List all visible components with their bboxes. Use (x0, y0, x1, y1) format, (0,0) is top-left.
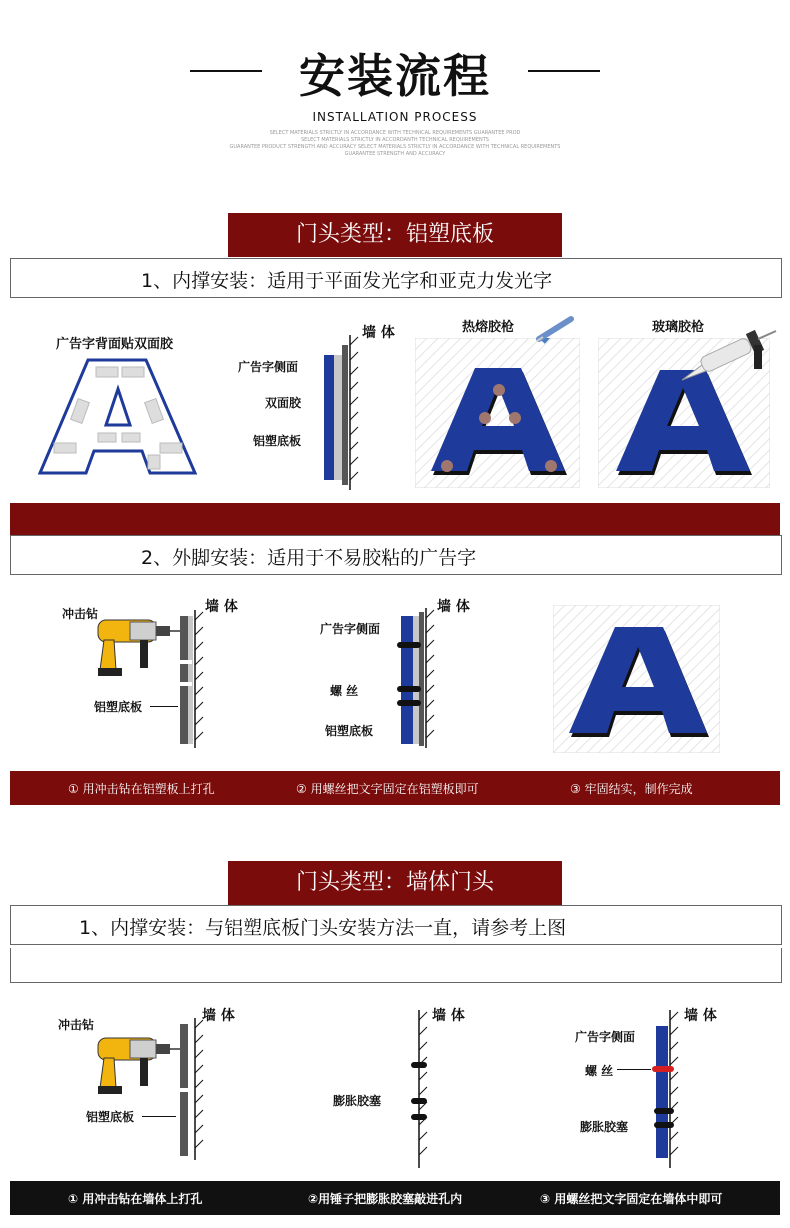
step-2-2: ②用锤子把膨胀胶塞敲进孔内 (308, 1192, 463, 1206)
step-1-2: ② 用螺丝把文字固定在铝塑板即可 (296, 782, 479, 796)
fine-print-2: SELECT MATERIALS STRICTLY IN ACCORDANTH TECHNICAL REQUIREMENTS (301, 137, 489, 143)
hot-glue-label: 热熔胶枪 (462, 320, 515, 335)
cross-section-3 (395, 608, 445, 753)
section2-sub1-box (10, 905, 782, 945)
drill-label-2: 冲击钻 (58, 1018, 95, 1032)
cross-section-6 (650, 1010, 690, 1170)
glass-glue-label: 玻璃胶枪 (652, 320, 705, 335)
letter-outline-figure (30, 355, 205, 480)
page-subtitle: INSTALLATION PROCESS (312, 110, 478, 124)
cross-section-4 (176, 1018, 216, 1163)
screw-label-2: 螺 丝 (585, 1064, 614, 1078)
cross-section-5 (405, 1010, 445, 1170)
step-1-1: ① 用冲击钻在铝塑板上打孔 (68, 782, 215, 796)
section1-tag: 门头类型：铝塑底板 (228, 213, 562, 257)
panel-leader-2 (150, 706, 178, 707)
panel-label-4: 铝塑底板 (86, 1110, 135, 1124)
wall-label-4: 墙 体 (202, 1008, 235, 1024)
section1-sub2-box (10, 535, 782, 575)
section1-sub1-title: 1、内撑安装：适用于平面发光字和亚克力发光字 (141, 270, 553, 292)
section1-sub1-box (10, 258, 782, 298)
panel-label-3: 铝塑底板 (325, 724, 374, 738)
cross-section-1 (310, 335, 370, 495)
step-2-3: ③ 用螺丝把文字固定在墙体中即可 (540, 1192, 723, 1206)
screw-leader-2 (617, 1069, 651, 1070)
wall-label-1: 墙 体 (362, 325, 395, 341)
hot-glue-gun-icon (535, 315, 575, 343)
wall-label-6: 墙 体 (684, 1008, 717, 1024)
side-label-1: 广告字侧面 (238, 360, 299, 374)
hot-glue-figure (415, 338, 580, 488)
cross-section-2 (176, 610, 216, 750)
letter-caption: 广告字背面贴双面胶 (56, 337, 174, 352)
drill-icon (90, 612, 185, 682)
wall-label-5: 墙 体 (432, 1008, 465, 1024)
section2-sub1-title: 1、内撑安装：与铝塑底板门头安装方法一直，请参考上图 (79, 917, 567, 939)
anchor-label-1: 膨胀胶塞 (333, 1094, 382, 1108)
tape-label: 双面胶 (265, 396, 302, 410)
section1-band (10, 503, 780, 535)
caulking-gun-icon (680, 325, 780, 385)
step-1-3: ③ 牢固结实，制作完成 (570, 782, 693, 796)
screw-label-1: 螺 丝 (330, 684, 359, 698)
step-2-1: ① 用冲击钻在墙体上打孔 (68, 1192, 203, 1206)
drill-label: 冲击钻 (62, 607, 99, 621)
section2-empty-box (10, 948, 782, 983)
section2-tag: 门头类型：墙体门头 (228, 861, 562, 905)
finished-letter-figure (553, 605, 720, 753)
anchor-label-2: 膨胀胶塞 (580, 1120, 629, 1134)
fine-print-4: GUARANTEE STRENGTH AND ACCURACY (344, 151, 446, 157)
side-label-2: 广告字侧面 (320, 622, 381, 636)
panel-label-1: 铝塑底板 (253, 434, 302, 448)
wall-label-2: 墙 体 (205, 599, 238, 615)
panel-label-2: 铝塑底板 (94, 700, 143, 714)
fine-print-1: SELECT MATERIALS STRICTLY IN ACCORDANCE WITH TECHNICAL REQUIREMENTS GUARANTEE PROD (269, 130, 521, 136)
drill-icon-2 (90, 1030, 185, 1100)
fine-print-3: GUARANTEE PRODUCT STRENGTH AND ACCURACY SELECT MATERIALS STRICTLY IN ACCORDANCE WITH TECHNICAL REQUIREMENTS (229, 144, 561, 150)
section1-sub2-title: 2、外脚安装：适用于不易胶粘的广告字 (141, 547, 477, 569)
side-label-3: 广告字侧面 (575, 1030, 636, 1044)
wall-label-3: 墙 体 (437, 599, 470, 615)
panel-leader-4 (142, 1116, 176, 1117)
page-title: 安装流程 (299, 49, 491, 103)
